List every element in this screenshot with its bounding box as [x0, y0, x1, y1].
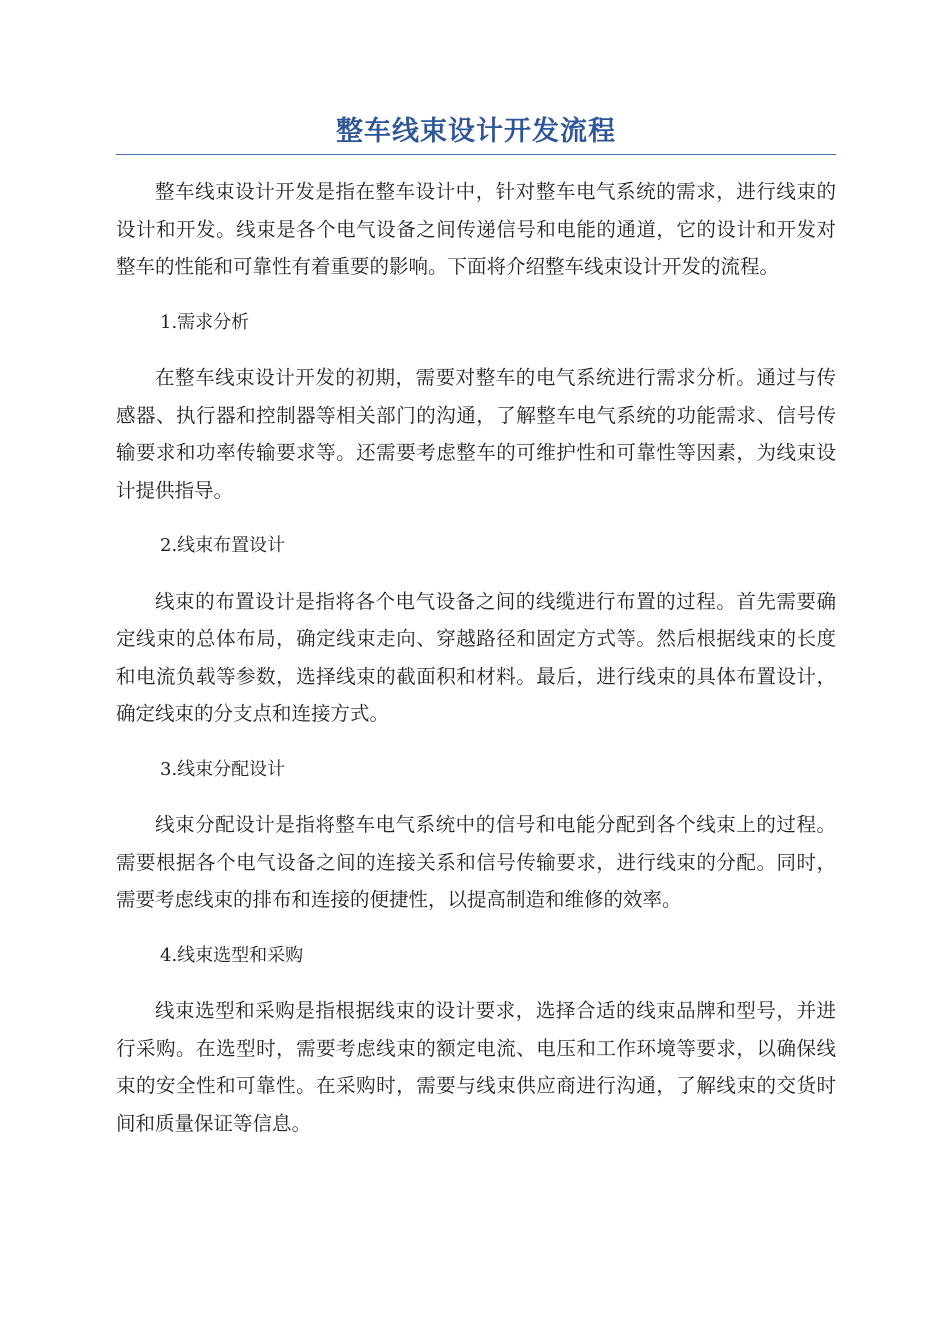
section-heading-1: 1.需求分析	[160, 311, 250, 333]
section-heading-3: 3.线束分配设计	[160, 758, 286, 780]
intro-paragraph: 整车线束设计开发是指在整车设计中，针对整车电气系统的需求，进行线束的设计和开发。线束是各个电气设备之间传递信号和电能的通道，它的设计和开发对整车的性能和可靠性有着重要的影响。下面将介绍整车线束设计开发的流程。	[116, 180, 836, 278]
section-body-2: 线束的布置设计是指将各个电气设备之间的线缆进行布置的过程。首先需要确定线束的总体布局，确定线束走向、穿越路径和固定方式等。然后根据线束的长度和电流负载等参数，选择线束的截面积和材料。最后，进行线束的具体布置设计，确定线束的分支点和连接方式。	[116, 589, 836, 725]
section-body-1: 在整车线束设计开发的初期，需要对整车的电气系统进行需求分析。通过与传感器、执行器和控制器等相关部门的沟通，了解整车电气系统的功能需求、信号传输要求和功率传输要求等。还需要考虑整车的可维护性和可靠性等因素，为线束设计提供指导。	[116, 366, 836, 502]
section-heading-2: 2.线束布置设计	[160, 535, 286, 556]
document-title: 整车线束设计开发流程	[336, 116, 616, 147]
section-body-4: 线束选型和采购是指根据线束的设计要求，选择合适的线束品牌和型号，并进行采购。在选型时，需要考虑线束的额定电流、电压和工作环境等要求，以确保线束的安全性和可靠性。在采购时，需要与线束供应商进行沟通，了解线束的交货时间和质量保证等信息。	[116, 999, 836, 1135]
title-underline	[116, 154, 836, 155]
document-page	[116, 112, 836, 1160]
section-body-3: 线束分配设计是指将整车电气系统中的信号和电能分配到各个线束上的过程。需要根据各个电气设备之间的连接关系和信号传输要求，进行线束的分配。同时，需要考虑线束的排布和连接的便捷性，以提高制造和维修的效率。	[116, 813, 836, 911]
section-heading-4: 4.线束选型和采购	[160, 944, 304, 966]
